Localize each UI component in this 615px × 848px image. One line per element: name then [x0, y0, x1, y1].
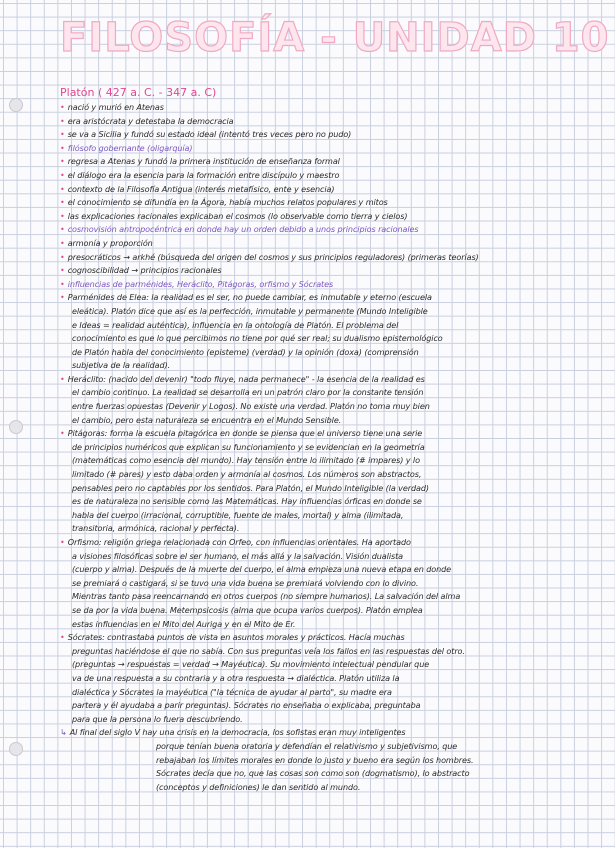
bullet-icon: • [60, 129, 65, 140]
note-line [60, 237, 600, 251]
bullet-icon: • [60, 292, 65, 303]
note-line [60, 101, 600, 115]
note-text: Parménides de Elea: la realidad es el ser, no puede cambiar, es inmutable y eterno (escuela [67, 292, 432, 303]
note-text: (preguntas → respuestas = verdad → Mayéutica). Su movimiento intelectual pendular que [72, 659, 430, 670]
note-line [60, 278, 600, 292]
note-text: influencias de parménides, Heráclito, Pitágoras, orfismo y Sócrates [67, 278, 334, 289]
note-text: (matemáticas como esencia del mundo). Hay tensión entre lo ilimitado (# impares) y lo [72, 455, 420, 466]
note-text: dialéctica y Sócrates la mayéutica ("la técnica de ayudar al parto", su madre era [72, 686, 392, 697]
note-line [60, 251, 600, 265]
note-text: de Platón habla del conocimiento (episteme) (verdad) y la opinión (doxa) (comprensión [72, 346, 419, 357]
note-text: Pitágoras: forma la escuela pitagórica en donde se piensa que el universo tiene una serie [67, 428, 423, 439]
note-text: limitado (# pares) y esto daba orden y armonía al cosmos. Los números son abstractos, [72, 469, 422, 480]
note-text: Sócrates: contrastaba puntos de vista en asuntos morales y prácticos. Hacía muchas [67, 632, 405, 643]
note-text: el cambio continuo. La realidad se desarrolla en un patrón claro por la constante tensión [72, 387, 424, 398]
note-text: se da por la vida buena. Metempsicosis (alma que ocupa varios cuerpos). Platón emplea [72, 604, 423, 615]
note-text: cosmovisión antropocéntrica en donde hay un orden debido a unos principios racionales [67, 224, 419, 235]
note-line [60, 291, 600, 305]
note-text: contexto de la Filosofía Antigua (interés metafísico, ente y esencia) [67, 183, 335, 194]
note-text: e Ideas = realidad auténtica), influencia en la ontología de Platón. El problema del [72, 319, 399, 330]
section-heading: Platón ( 427 a. C. - 347 a. C) [60, 86, 217, 99]
note-line [60, 128, 600, 142]
note-text: estas influencias en el Mito del Auriga y en el Mito de Er. [72, 618, 296, 629]
note-line [60, 672, 600, 686]
note-text: el diálogo era la esencia para la formación entre discípulo y maestro [67, 169, 340, 180]
bullet-icon: • [60, 373, 65, 384]
note-line [60, 618, 600, 632]
note-line [60, 264, 600, 278]
binder-hole [9, 742, 23, 756]
bullet-icon: • [60, 428, 65, 439]
note-line [60, 550, 600, 564]
note-line [60, 522, 600, 536]
bullet-icon: • [60, 278, 65, 289]
note-line [60, 400, 600, 414]
note-line [60, 319, 600, 333]
note-line [60, 740, 600, 754]
note-text: de principios numéricos que explican su funcionamiento y se evidencian en la geometría [72, 441, 425, 452]
note-line [60, 223, 600, 237]
note-line [60, 155, 600, 169]
note-line [60, 359, 600, 373]
note-text: subjetiva de la realidad). [72, 360, 171, 371]
bullet-icon: • [60, 251, 65, 262]
note-line [60, 686, 600, 700]
note-text: habla del cuerpo (irracional, corruptible, fuente de males, mortal) y alma (ilimitada, [72, 509, 404, 520]
note-text: Orfismo: religión griega relacionada con Orfeo, con influencias orientales. Ha aportado [67, 537, 411, 547]
note-text: regresa a Atenas y fundó la primera institución de enseñanza formal [67, 156, 340, 167]
bullet-icon: • [60, 142, 65, 153]
binder-hole [9, 420, 23, 434]
note-text: se premiará o castigará, si se tuvo una vida buena se premiará volviendo con lo divino. [72, 577, 419, 588]
note-line [60, 563, 600, 577]
note-line [60, 183, 600, 197]
note-text: partera y él ayudaba a parir preguntas). Sócrates no enseñaba o explicaba, preguntaba [72, 700, 421, 711]
note-text: pensables pero no captables por los sentidos. Para Platón, el Mundo Inteligible (la verdad) [72, 482, 429, 493]
note-text: transitoria, armónica, racional y perfecta). [72, 523, 240, 534]
note-line [60, 305, 600, 319]
note-line [60, 454, 600, 468]
notes-body [60, 84, 600, 794]
note-line [60, 699, 600, 713]
note-line [60, 115, 600, 129]
page-title: FILOSOFÍA - UNIDAD 10 [60, 15, 610, 61]
bullet-icon: • [60, 197, 65, 208]
note-line [60, 210, 600, 224]
note-text: porque tenían buena oratoria y defendían el relativismo y subjetivismo, que [156, 740, 458, 751]
note-line [60, 427, 600, 441]
note-text: nació y murió en Atenas [67, 102, 164, 112]
note-text: Al final del siglo V hay una crisis en la democracia, los sofistas eran muy inteligentes [69, 727, 406, 738]
note-text: era aristócrata y detestaba la democracia [67, 115, 234, 126]
note-text: las explicaciones racionales explicaban el cosmos (lo observable como tierra y cielos) [67, 210, 408, 221]
note-line [60, 577, 600, 591]
note-text: preguntas haciéndose el que no sabía. Con sus preguntas veía los fallos en las respuestas del otro. [72, 645, 465, 656]
note-line [60, 767, 600, 781]
note-line [60, 142, 600, 156]
bullet-icon: • [60, 115, 65, 126]
bullet-icon: • [60, 265, 65, 276]
note-text: rebajaban los límites morales en donde lo justo y bueno era según los hombres. [156, 754, 474, 765]
arrow-icon: ↳ [60, 727, 67, 738]
note-text: conocimiento es que lo que percibimos no tiene por qué ser real; su dualismo epistemológico [72, 333, 443, 344]
note-line [60, 754, 600, 768]
note-text: es de naturaleza no sensible como las Matemáticas. Hay influencias órficas en donde se [72, 496, 422, 507]
bullet-icon: • [60, 224, 65, 235]
note-line [60, 482, 600, 496]
note-line [60, 441, 600, 455]
note-text: el conocimiento se difundía en la Ágora, había muchos relatos populares y mitos [67, 197, 388, 208]
note-line [60, 386, 600, 400]
note-line [60, 169, 600, 183]
note-text: se va a Sicilia y fundó su estado ideal (intentó tres veces pero no pudo) [67, 129, 352, 140]
note-line [60, 726, 600, 740]
binder-hole [9, 98, 23, 112]
note-line [60, 373, 600, 387]
note-text: filósofo gobernante (oligarquía) [67, 142, 193, 153]
note-line [60, 713, 600, 727]
note-text: (cuerpo y alma). Después de la muerte del cuerpo, el alma empieza una nueva etapa en donde [72, 564, 452, 575]
note-text: armonía y proporción [67, 237, 153, 248]
bullet-icon: • [60, 632, 65, 643]
note-text: para que la persona lo fuera descubriendo. [72, 713, 243, 724]
note-text: Heráclito: (nacido del devenir) "todo fluye, nada permanece" - la esencia de la realidad es [67, 373, 425, 384]
note-line [60, 536, 600, 550]
note-line [60, 590, 600, 604]
note-line [60, 196, 600, 210]
note-text: a visiones filosóficas sobre el ser humano, el más allá y la salvación. Visión dualista [72, 550, 404, 561]
note-text: entre fuerzas opuestas (Devenir y Logos). No existe una verdad. Platón no toma muy bien [72, 401, 430, 412]
note-text: Mientras tanto pasa reencarnando en otros cuerpos (no siempre humanos). La salvación del alma [72, 591, 461, 602]
note-text: Sócrates decía que no, que las cosas son como son (dogmatismo), lo abstracto [156, 768, 470, 779]
bullet-icon: • [60, 537, 65, 547]
note-text: (conceptos y definiciones) le dan sentido al mundo. [156, 781, 361, 792]
bullet-icon: • [60, 183, 65, 194]
note-line [60, 631, 600, 645]
note-line [60, 658, 600, 672]
note-line [60, 468, 600, 482]
bullet-icon: • [60, 156, 65, 167]
bullet-icon: • [60, 210, 65, 221]
note-line [60, 332, 600, 346]
note-line [60, 645, 600, 659]
note-line [60, 414, 600, 428]
bullet-icon: • [60, 102, 65, 112]
note-line [60, 604, 600, 618]
note-line [60, 495, 600, 509]
note-text: el cambio, pero esta naturaleza se encuentra en el Mundo Sensible. [72, 414, 342, 425]
note-text: va de una respuesta a su contraria y a otra respuesta → dialéctica. Platón utiliza la [72, 672, 400, 683]
bullet-icon: • [60, 169, 65, 180]
note-text: cognoscibilidad → principios racionales [67, 265, 222, 276]
note-line [60, 781, 600, 795]
note-line [60, 346, 600, 360]
note-text: presocráticos → arkhé (búsqueda del origen del cosmos y sus principios reguladores) (primeras teorías) [67, 251, 479, 262]
bullet-icon: • [60, 237, 65, 248]
note-line [60, 509, 600, 523]
note-text: eleática). Platón dice que así es la perfección, inmutable y permanente (Mundo Inteligible [72, 305, 428, 316]
